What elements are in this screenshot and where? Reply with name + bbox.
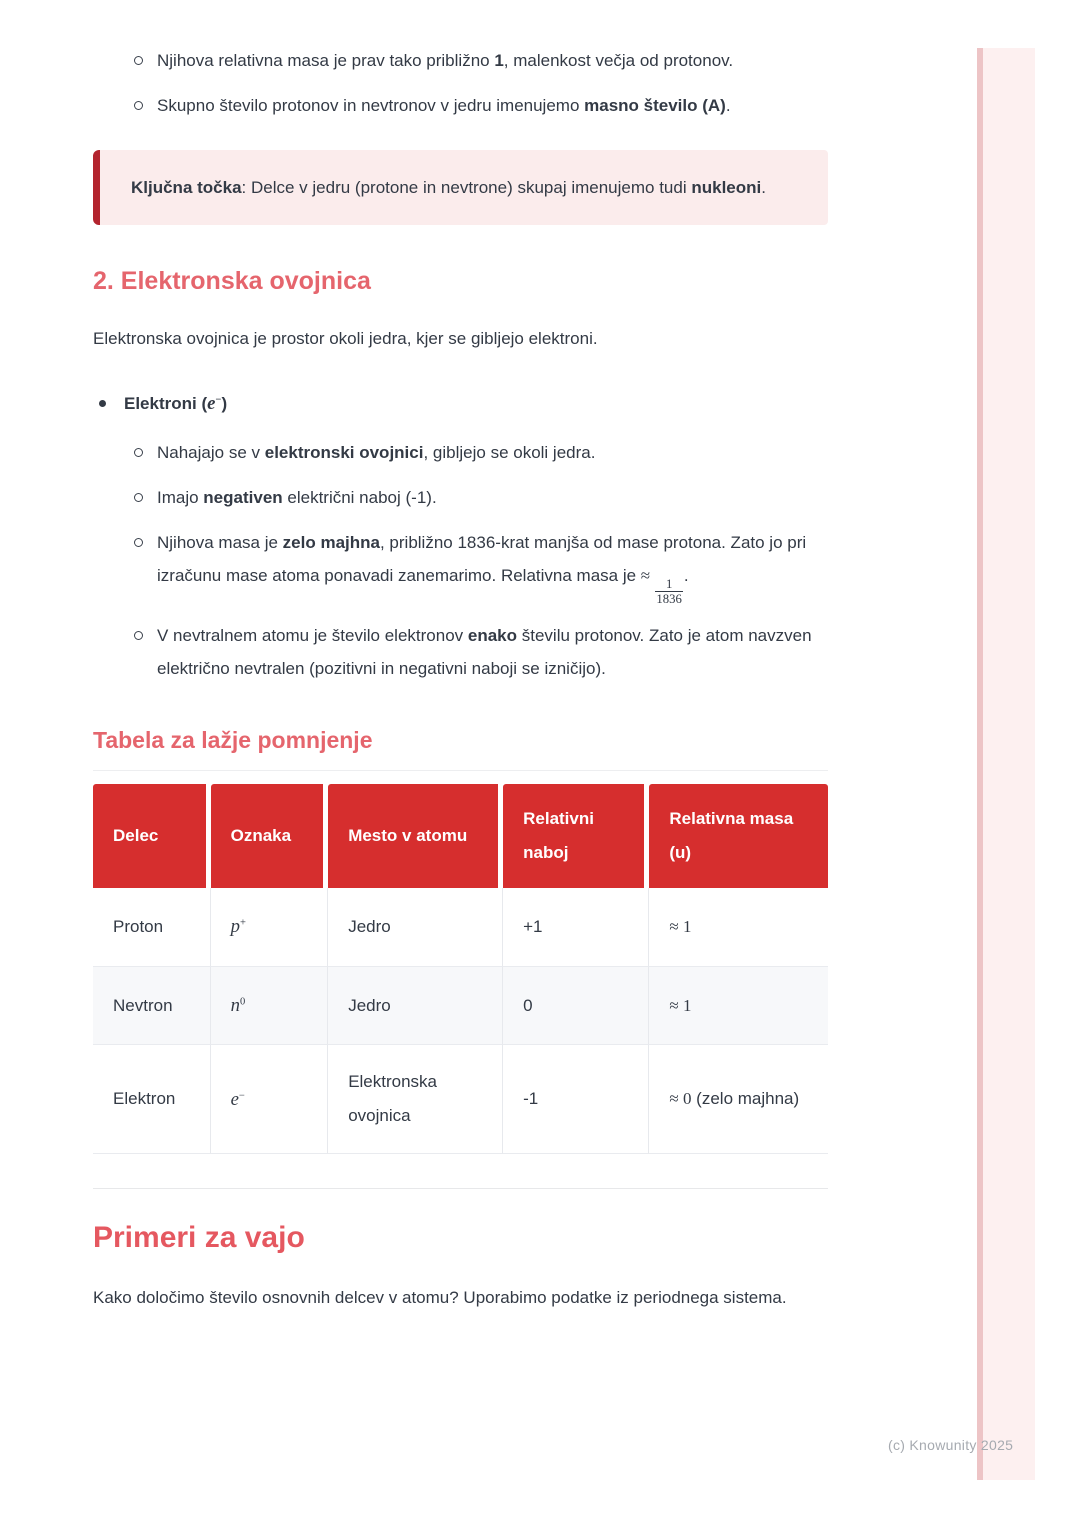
cell-symbol: p+ bbox=[211, 888, 329, 966]
key-point-text: Ključna točka: Delce v jedru (protone in nevtrone) skupaj imenujemo tudi nukleoni. bbox=[131, 178, 766, 198]
list-item: V nevtralnem atomu je število elektronov enako številu protonov. Zato je atom navzven električno nevtralen (pozitivni in negativni naboji se izničijo). bbox=[93, 619, 828, 685]
cell-particle: Nevtron bbox=[93, 967, 211, 1045]
cell-location: Jedro bbox=[328, 967, 503, 1045]
column-header-oznaka: Oznaka bbox=[211, 784, 329, 888]
cell-symbol: $n^0$ bbox=[211, 967, 329, 1045]
cell-location: Elektronska ovojnica bbox=[328, 1045, 503, 1154]
column-header-naboj: Relativni naboj bbox=[503, 784, 649, 888]
cell-mass: ≈ 1 bbox=[649, 967, 828, 1045]
cell-symbol: e− bbox=[211, 1045, 329, 1154]
column-header-mesto: Mesto v atomu bbox=[328, 784, 503, 888]
table-header bbox=[93, 784, 828, 888]
table-row bbox=[93, 967, 828, 1045]
table-row bbox=[93, 888, 828, 966]
cell-charge: +1 bbox=[503, 888, 649, 966]
section-divider bbox=[93, 1188, 828, 1189]
fraction: $\frac{1}{1836}$ bbox=[656, 576, 682, 607]
cell-mass: ≈ 0 (zelo majhna) bbox=[649, 1045, 828, 1154]
list-item: Njihova masa je zelo majhna, približno 1836-krat manjša od mase protona. Zato jo pri izračunu mase atoma ponavadi zanemarimo. Relativna masa je ≈ $\frac{1}{1836}$ . bbox=[93, 526, 828, 607]
list-item: Nahajajo se v elektronski ovojnici, gibljejo se okoli jedra. bbox=[93, 436, 828, 469]
list-item: Skupno število protonov in nevtronov v jedru imenujemo masno število (A). bbox=[93, 89, 828, 122]
list-item-elektroni: Elektroni (e−) bbox=[93, 386, 828, 422]
page-edge-strip bbox=[977, 48, 1035, 1480]
cell-location: Jedro bbox=[328, 888, 503, 966]
key-point-callout bbox=[93, 150, 828, 225]
cell-particle: Elektron bbox=[93, 1045, 211, 1154]
particles-table-container bbox=[93, 770, 828, 1154]
section-heading-elektronska-ovojnica: 2. Elektronska ovojnica bbox=[93, 267, 371, 296]
copyright-watermark: (c) Knowunity 2025 bbox=[888, 1437, 1014, 1453]
cell-charge: -1 bbox=[503, 1045, 649, 1154]
table-section-heading: Tabela za lažje pomnjenje bbox=[93, 727, 373, 754]
intro-bullet-list bbox=[93, 44, 828, 122]
cell-mass: ≈ 1 bbox=[649, 888, 828, 966]
section-intro-paragraph: Elektronska ovojnica je prostor okoli jedra, kjer se gibljejo elektroni. bbox=[93, 329, 598, 349]
practice-paragraph: Kako določimo število osnovnih delcev v atomu? Uporabimo podatke iz periodnega sistema. bbox=[93, 1288, 787, 1308]
table-row bbox=[93, 1045, 828, 1154]
list-item: Imajo negativen električni naboj (-1). bbox=[93, 481, 828, 514]
cell-particle: Proton bbox=[93, 888, 211, 966]
column-header-delec: Delec bbox=[93, 784, 211, 888]
list-item: Njihova relativna masa je prav tako približno 1, malenkost večja od protonov. bbox=[93, 44, 828, 77]
particles-table bbox=[93, 784, 828, 1154]
column-header-masa: Relativna masa (u) bbox=[649, 784, 828, 888]
practice-heading: Primeri za vajo bbox=[93, 1221, 305, 1255]
electron-bullet-list bbox=[93, 436, 828, 685]
cell-charge: 0 bbox=[503, 967, 649, 1045]
